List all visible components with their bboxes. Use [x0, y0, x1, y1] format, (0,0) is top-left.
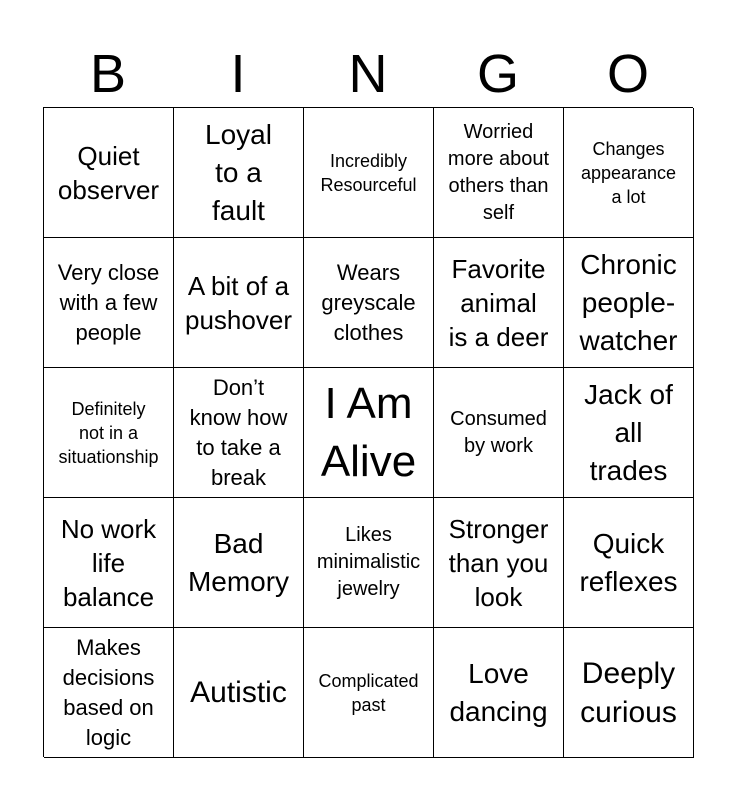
cell-label: Very close with a few people — [57, 259, 160, 345]
bingo-cell[interactable] — [174, 238, 304, 368]
cell-label: A bit of a pushover — [185, 270, 292, 335]
header-letter-b: B — [89, 44, 127, 104]
header-letter-i: I — [230, 44, 246, 104]
cell-label: Bad Memory — [187, 527, 290, 597]
cell-label: Likes minimalistic jewelry — [316, 524, 421, 600]
bingo-cell[interactable] — [564, 238, 694, 368]
cell-label: Jack of all trades — [584, 378, 673, 486]
cell-label: I Am Alive — [320, 378, 417, 486]
cell-label: Don’t know how to take a break — [189, 374, 288, 490]
bingo-cell[interactable] — [174, 368, 304, 498]
bingo-board — [43, 107, 693, 757]
bingo-cell[interactable] — [434, 368, 564, 498]
cell-label: Chronic people- watcher — [579, 248, 678, 356]
cell-label: Autistic — [190, 676, 287, 709]
bingo-cell[interactable] — [434, 498, 564, 628]
cell-label: Definitely not in a situationship — [58, 398, 159, 467]
bingo-cell[interactable] — [564, 498, 694, 628]
bingo-cell[interactable] — [174, 108, 304, 238]
cell-label: Worried more about others than self — [447, 120, 550, 224]
cell-label: Changes appearance a lot — [580, 138, 677, 207]
cell-label: Consumed by work — [450, 407, 547, 457]
bingo-cell[interactable] — [44, 108, 174, 238]
cell-label: Loyal to a fault — [205, 118, 272, 226]
cell-label: Makes decisions based on logic — [62, 634, 155, 750]
bingo-cell[interactable] — [44, 238, 174, 368]
cell-label: Deeply curious — [580, 656, 677, 729]
bingo-cell[interactable] — [304, 498, 434, 628]
bingo-cell[interactable] — [44, 628, 174, 758]
bingo-cell[interactable] — [304, 108, 434, 238]
bingo-cell[interactable] — [434, 628, 564, 758]
bingo-cell[interactable] — [434, 108, 564, 238]
cell-label: Wears greyscale clothes — [321, 259, 416, 345]
bingo-cell[interactable] — [44, 498, 174, 628]
bingo-cell[interactable] — [564, 108, 694, 238]
bingo-cell[interactable] — [564, 628, 694, 758]
bingo-header — [43, 40, 693, 108]
bingo-cell[interactable] — [44, 368, 174, 498]
cell-label: Stronger than you look — [448, 513, 549, 612]
bingo-cell[interactable] — [174, 628, 304, 758]
header-letter-o: O — [606, 44, 649, 104]
cell-label: Complicated past — [318, 670, 419, 715]
bingo-cell[interactable] — [434, 238, 564, 368]
header-letter-g: G — [476, 44, 519, 104]
cell-label: Love dancing — [449, 657, 548, 727]
bingo-cell[interactable] — [304, 238, 434, 368]
cell-label: No work life balance — [60, 513, 157, 612]
bingo-cell[interactable] — [304, 628, 434, 758]
free-space-cell[interactable] — [304, 368, 434, 498]
header-letter-n: N — [348, 44, 388, 104]
bingo-cell[interactable] — [564, 368, 694, 498]
bingo-cell[interactable] — [174, 498, 304, 628]
cell-label: Quiet observer — [57, 140, 160, 205]
cell-label: Quick reflexes — [579, 527, 678, 597]
cell-label: Incredibly Resourceful — [320, 150, 417, 195]
cell-label: Favorite animal is a deer — [448, 253, 549, 352]
